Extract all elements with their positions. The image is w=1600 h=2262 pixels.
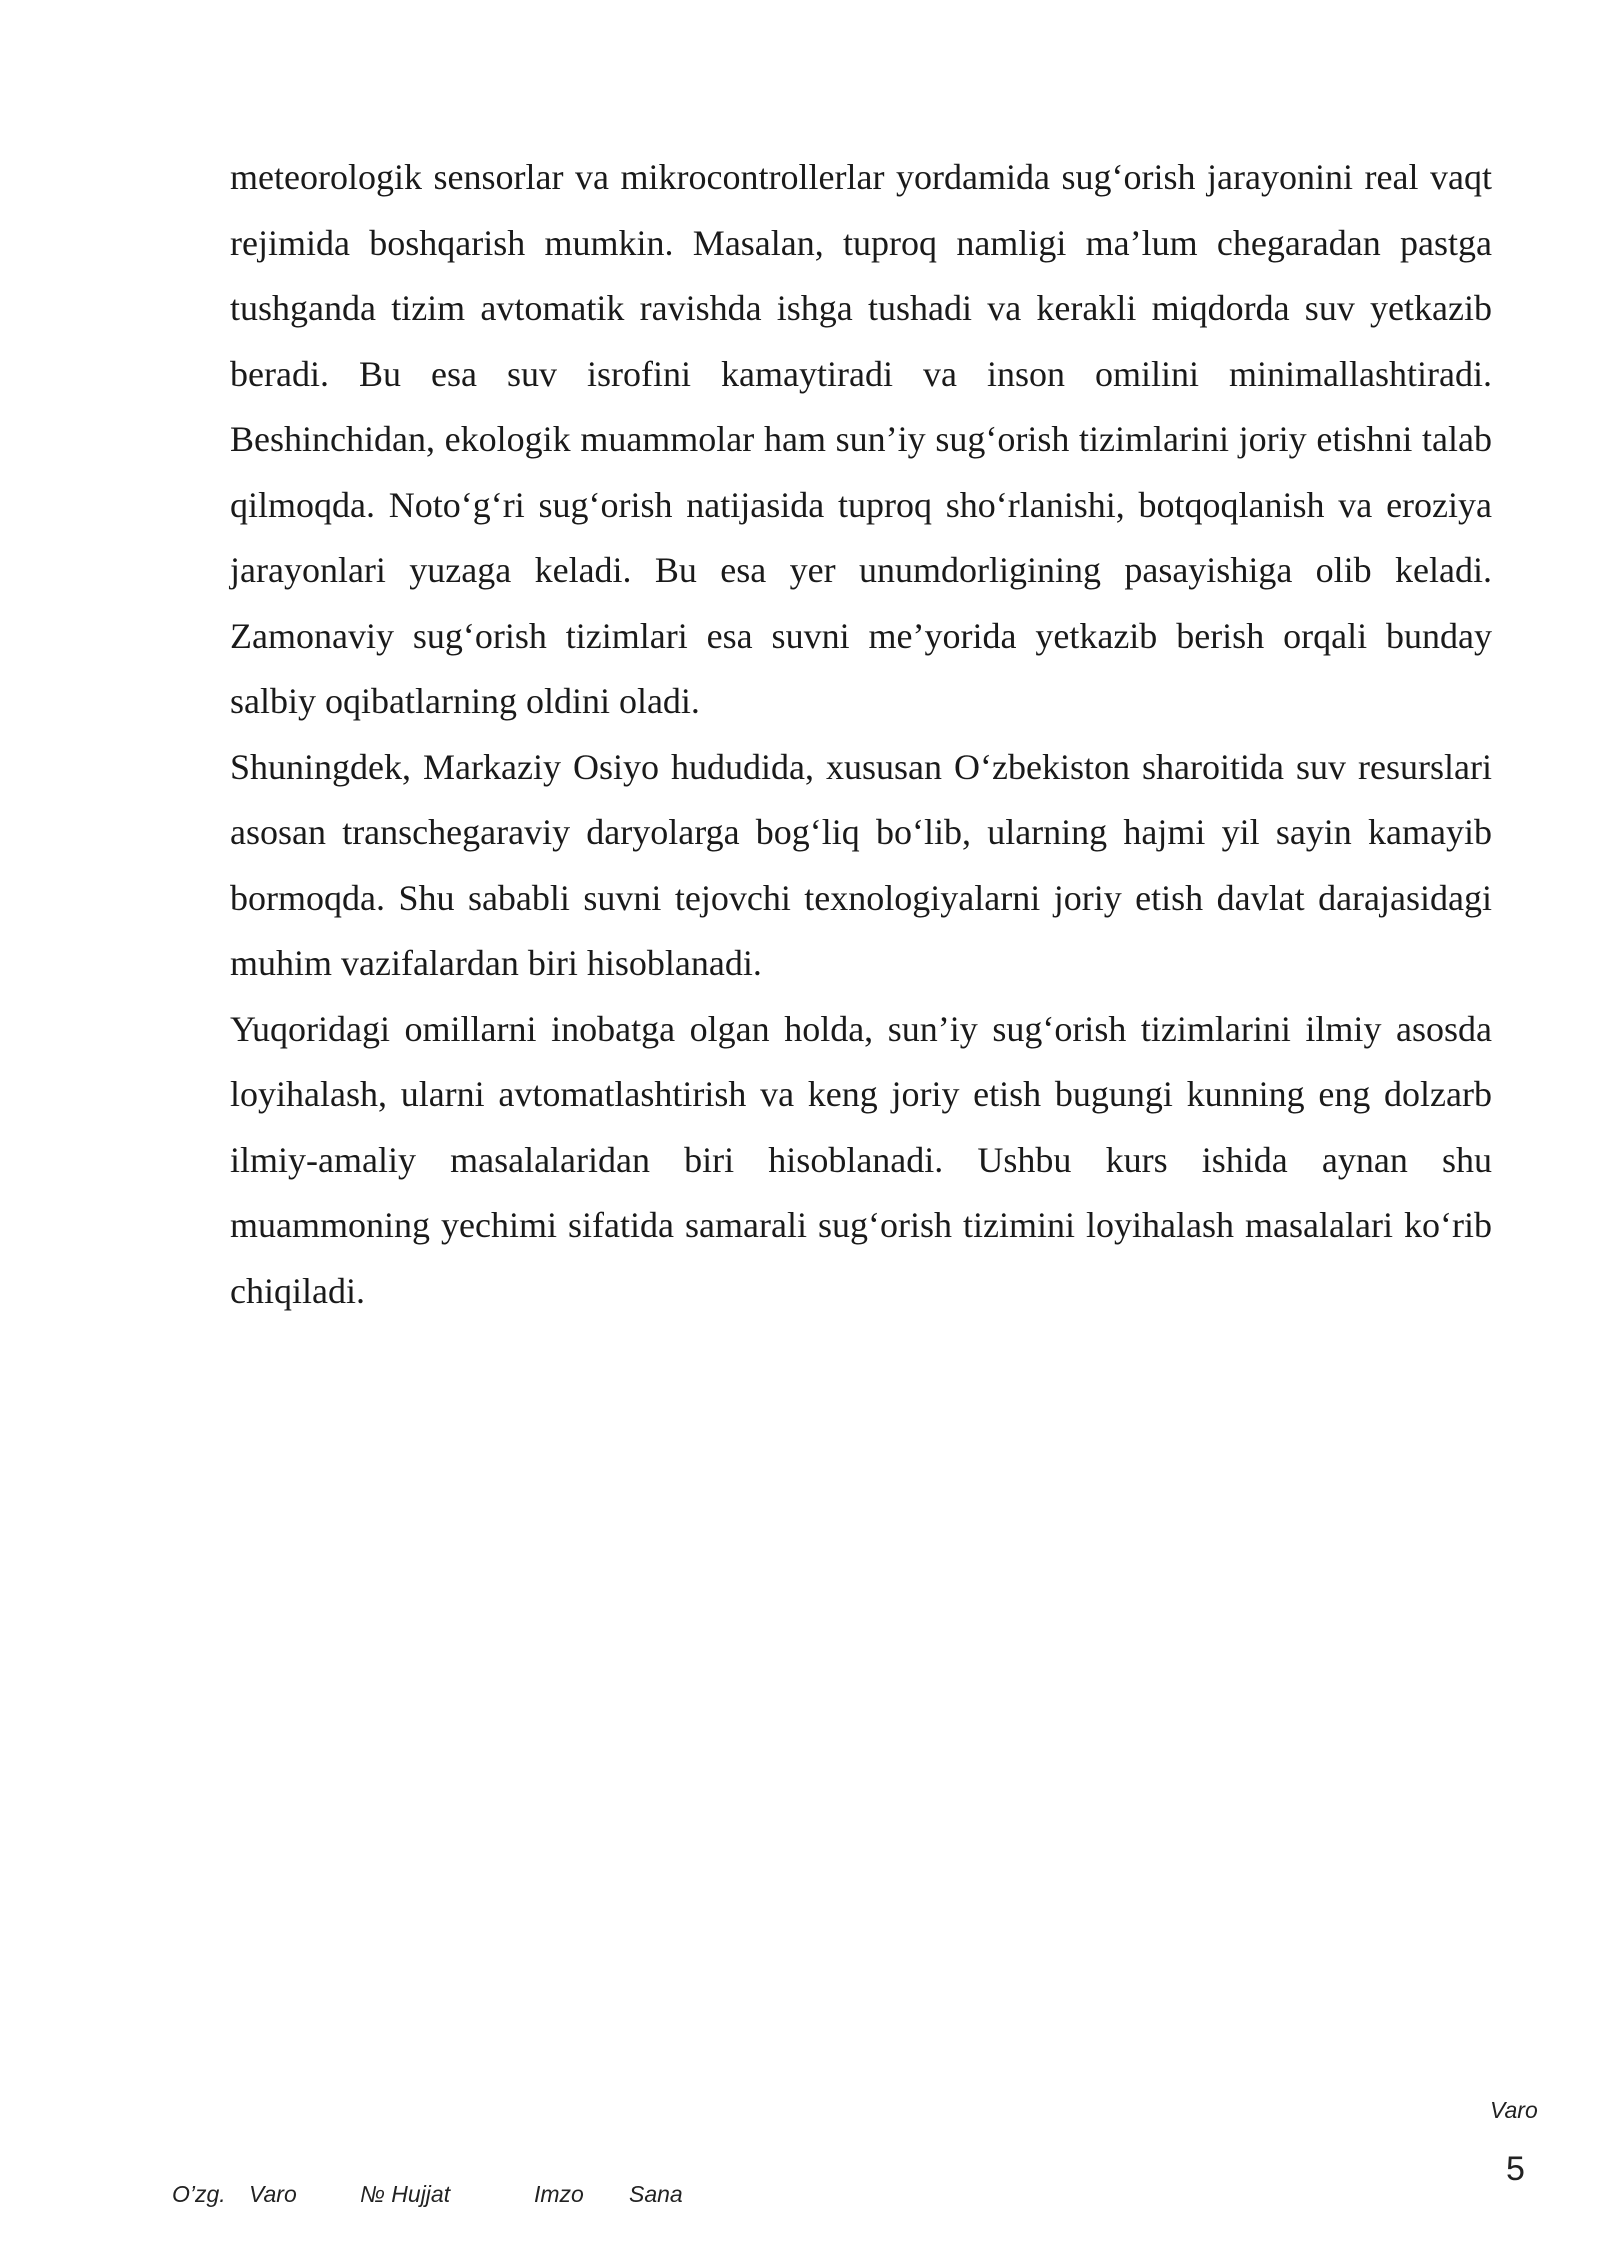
stamp-field-sana: Sana <box>629 2181 683 2207</box>
body-text <box>230 145 1492 1324</box>
stamp-field-varo: Varo <box>249 2181 297 2207</box>
page-number: 5 <box>1506 2150 1525 2188</box>
stamp-field-ozg: O’zg. <box>172 2181 226 2207</box>
paragraph-1: meteorologik sensorlar va mikrocontrollerlar yordamida sug‘orish jarayonini real vaqt rejimida boshqarish mumkin. Masalan, tuproq namligi ma’lum chegaradan pastga tushganda tizim avtomatik ravishda ishga tushadi va kerakli miqdorda suv yetkazib beradi. Bu esa suv isrofini kamaytiradi va inson omilini minimallashtiradi. Beshinchidan, ekologik muammolar ham sun’iy sug‘orish tizimlarini joriy etishni talab qilmoqda. Noto‘g‘ri sug‘orish natijasida tuproq sho‘rlanishi, botqoqlanish va eroziya jarayonlari yuzaga keladi. Bu esa yer unumdorligining pasayishiga olib keladi. Zamonaviy sug‘orish tizimlari esa suvni me’yorida yetkazib berish orqali bunday salbiy oqibatlarning oldini oladi. <box>230 157 1492 721</box>
footer-stamp-row <box>0 2181 1600 2217</box>
paragraph-3: Yuqoridagi omillarni inobatga olgan holda, sun’iy sug‘orish tizimlarini ilmiy asosda loyihalash, ularni avtomatlashtirish va keng joriy etish bugungi kunning eng dolzarb ilmiy-amaliy masalalaridan biri hisoblanadi. Ushbu kurs ishida aynan shu muammoning yechimi sifatida samarali sug‘orish tizimini loyihalash masalalari ko‘rib chiqiladi. <box>230 1008 1492 1311</box>
stamp-field-imzo: Imzo <box>534 2181 584 2207</box>
footer-page-label: Varo <box>1490 2097 1538 2123</box>
paragraph-2: Shuningdek, Markaziy Osiyo hududida, xususan O‘zbekiston sharoitida suv resurslari asosan transchegaraviy daryolarga bog‘liq bo‘lib, ularning hajmi yil sayin kamayib bormoqda. Shu sababli suvni tejovchi texnologiyalarni joriy etish davlat darajasidagi muhim vazifalardan biri hisoblanadi. <box>230 746 1492 983</box>
stamp-field-hujjat: № Hujjat <box>360 2181 451 2207</box>
